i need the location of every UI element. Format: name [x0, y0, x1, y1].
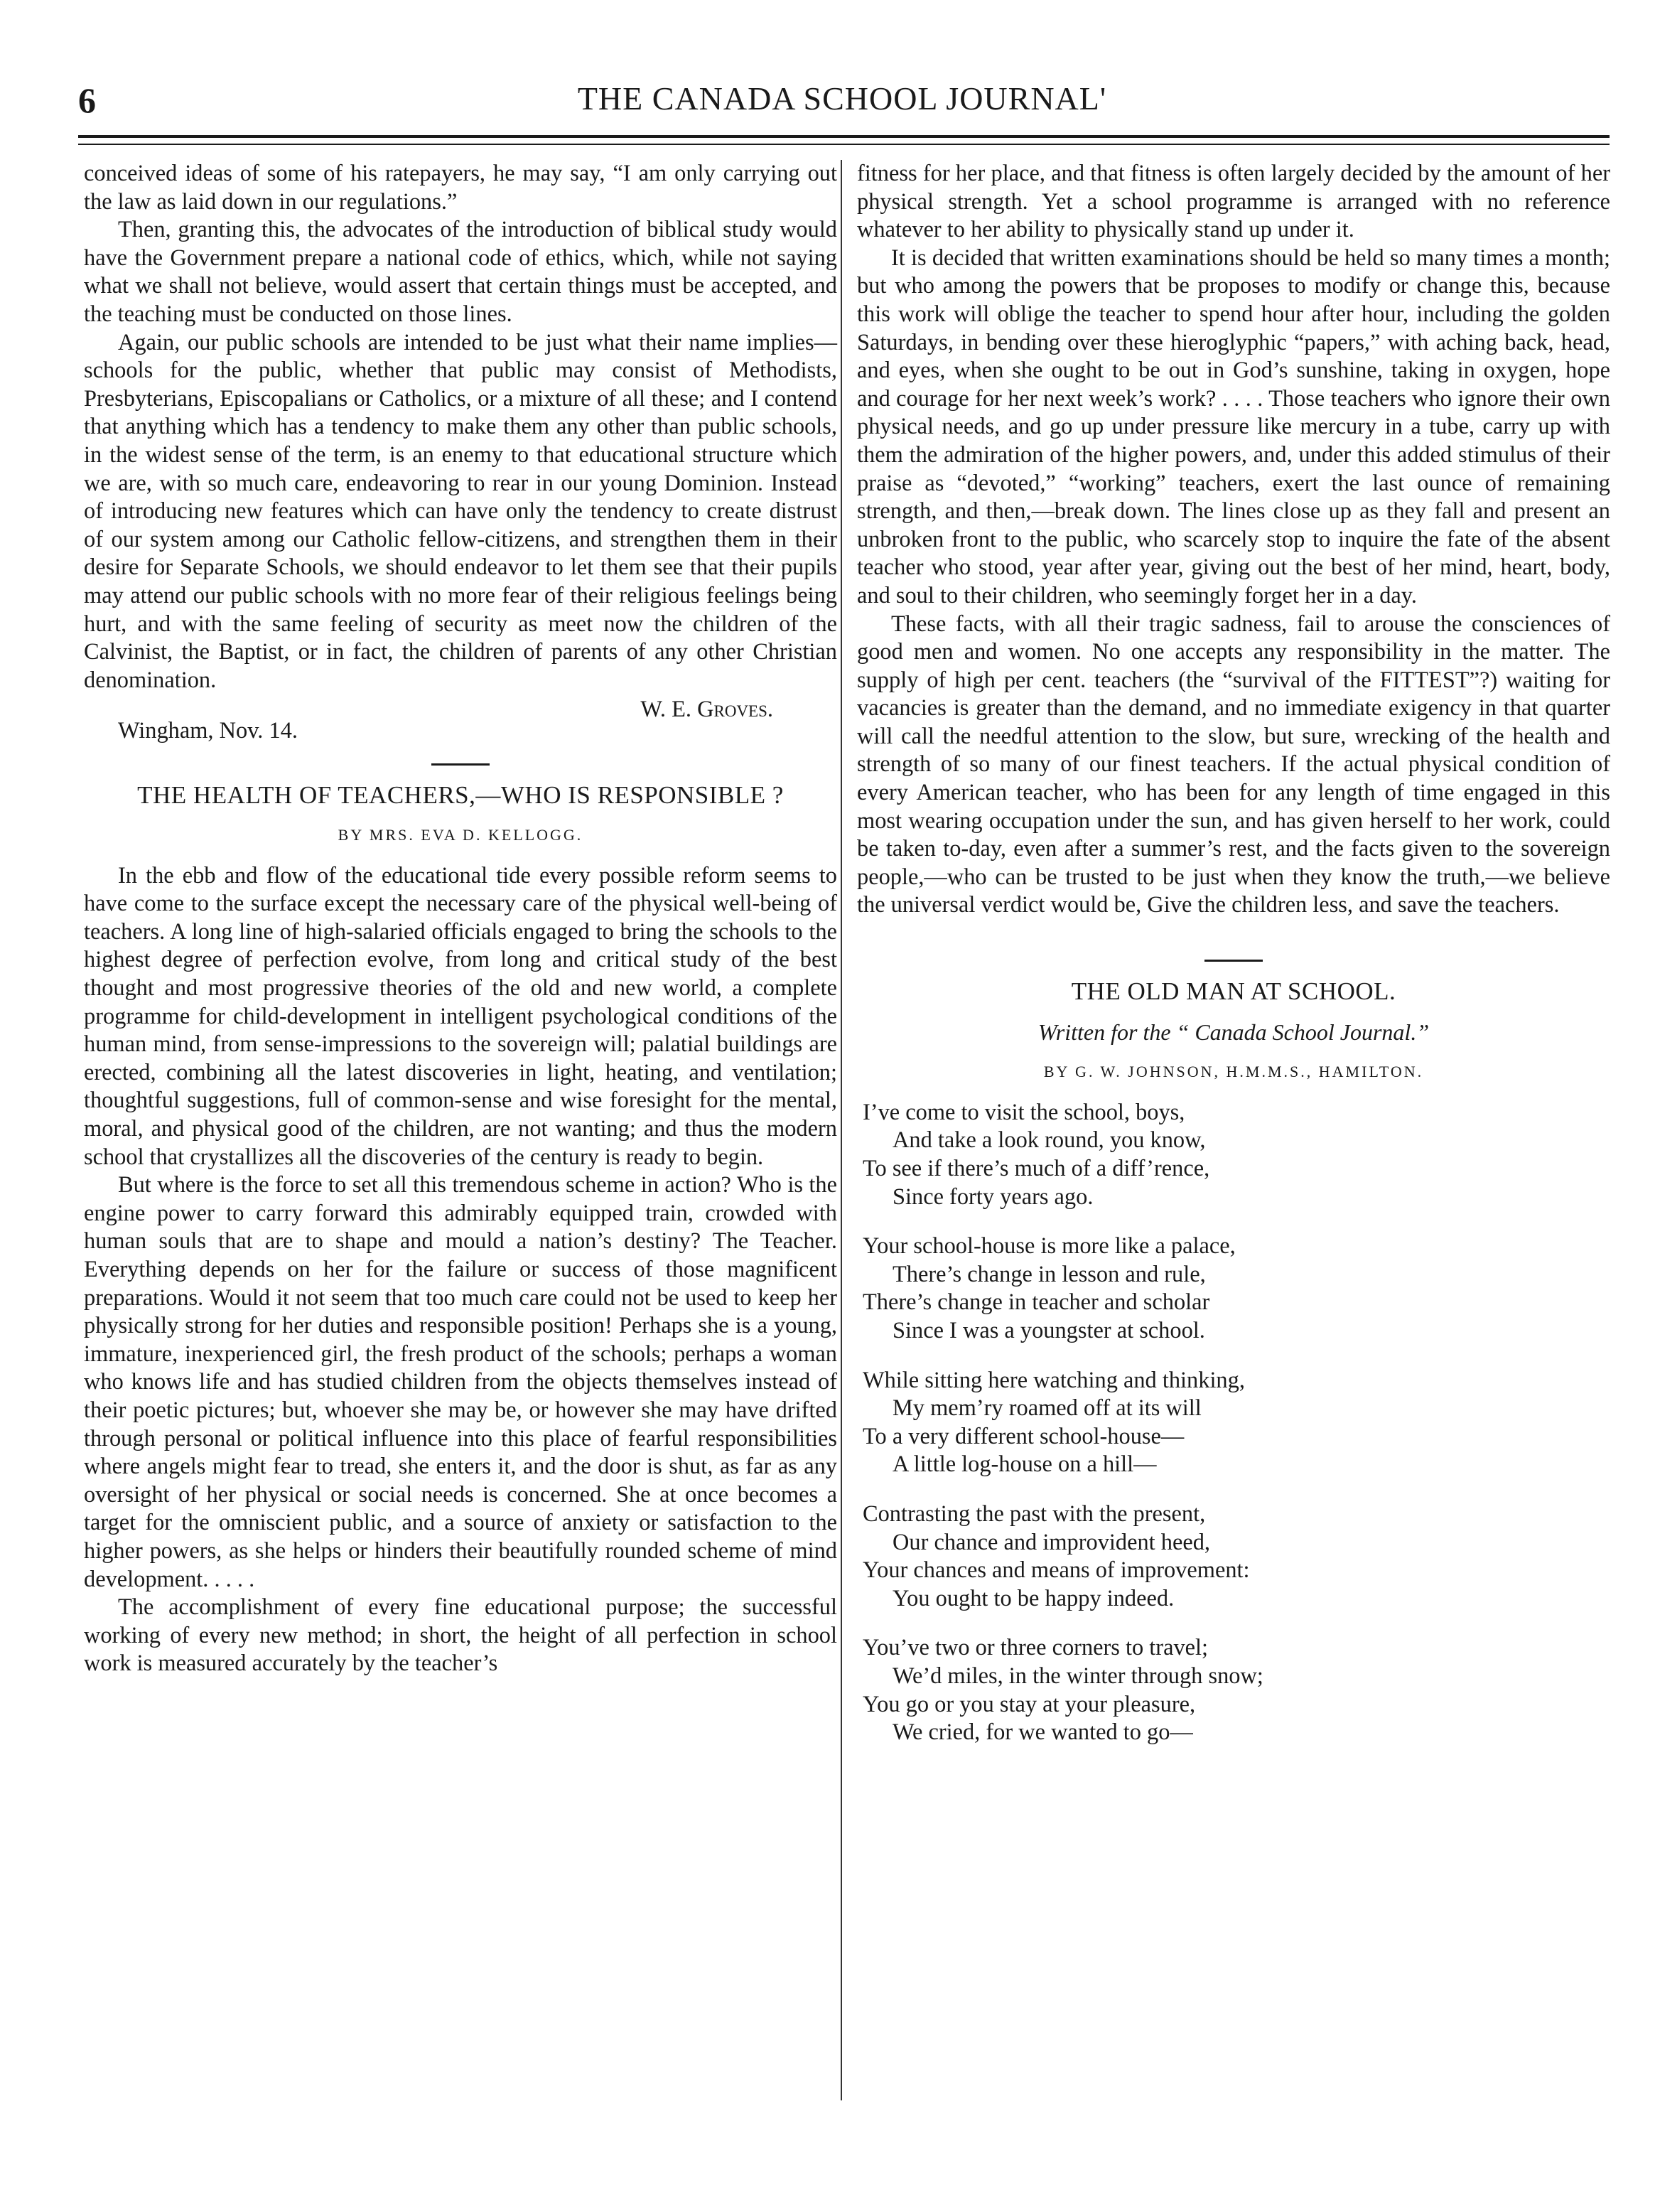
poem [857, 1099, 1610, 1747]
paragraph: conceived ideas of some of his ratepayers, he may say, “I am only carrying out the law as laid down in our regulations.” [84, 161, 837, 215]
paragraph: Again, our public schools are intended to be just what their name implies—schools for the public, whether that public may consist of Methodists, Presbyterians, Episcopalians or Catholics, or a mixture of all these; and I contend that anything which has a tendency to make them any other than public schools, in the widest sense of the term, is an enemy to that educational structure which we are, with so much care, endeavoring to rear in our young Dominion. Instead of introducing new features which can have only the tendency to create distrust of our system among our Catholic fellow-citizens, and strengthen them in their desire for Separate Schools, we should endeavor to let them see that their pupils may attend our public schools with no more fear of their religious feelings being hurt, and with the same feeling of security as meet now the children of the Calvinist, the Baptist, or in fact, the children of parents of any other Christian denomination. [84, 329, 837, 693]
poem-subtitle: Written for the “ Canada School Journal.” [1037, 1019, 1430, 1045]
poem-stanza [863, 1634, 1610, 1746]
letter-place-date: Wingham, Nov. 14. [118, 717, 298, 743]
poem-line: We cried, for we wanted to go— [893, 1719, 1193, 1746]
page-header [78, 80, 1606, 129]
poem-line: While sitting here watching and thinking, [863, 1367, 1245, 1393]
poem-line: There’s change in teacher and scholar [863, 1289, 1210, 1316]
page-number: 6 [78, 80, 96, 120]
poem-line: There’s change in lesson and rule, [893, 1261, 1206, 1287]
poem-line: Since forty years ago. [893, 1183, 1094, 1210]
poem-line: A little log-house on a hill— [893, 1451, 1157, 1478]
paragraph: These facts, with all their tragic sadness, fail to arouse the consciences of good men and women. No one accepts any responsibility in the matter. The supply of high per cent. teachers (the “survival of the FITTEST”?) waiting for vacancies is greater than the demand, and no immediate exigency in that quarter will call the needful attention to the slow, but sure, wrecking of the health and strength of so many of our finest teachers. If the actual physical condition of every American teacher, who has been for any length of time engaged in this most wearing occupation under the sun, and has given herself to her work, could be taken to-day, even after a summer’s rest, and the facts given to the sovereign people,—who can be trusted to be just when they know the truth,—we believe the universal verdict would be, Give the children less, and save the teachers. [857, 611, 1610, 918]
spacer [857, 920, 1610, 941]
poem-byline: BY G. W. JOHNSON, H.M.M.S., HAMILTON. [1043, 1063, 1424, 1081]
poem-stanza [863, 1233, 1610, 1345]
letter-signature: W. E. Groves. [640, 697, 773, 723]
poem-line: You ought to be happy indeed. [893, 1585, 1175, 1611]
poem-stanza [863, 1500, 1610, 1613]
poem-line: I’ve come to visit the school, boys, [863, 1099, 1185, 1125]
poem-line: Contrasting the past with the present, [863, 1500, 1206, 1527]
right-column [857, 160, 1610, 1768]
paragraph: It is decided that written examinations should be held so many times a month; but who among the powers that be proposes to modify or change this, because this work will oblige the teacher to spend hour after hour, including the golden Saturdays, in bending over these hieroglyphic “papers,” with aching back, head, and eyes, when she ought to be out in God’s sunshine, taking in oxygen, hope and courage for her next week’s work? . . . . Those teachers who ignore their own physical needs, and go up under pressure like mercury in a tube, carry up with them the admiration of the higher powers, and, under this added stimulus of their praise as “devoted,” “working” teachers, exert the last ounce of remaining strength, and then,—break down. The lines close up as they fall and present an unbroken front to the public, who scarcely stop to inquire the fate of the absent teacher who stood, year after year, giving out the best of her mind, heart, body, and soul to their children, who seemingly forget her in a day. [857, 245, 1610, 608]
paragraph: fitness for her place, and that fitness is often largely decided by the amount of her physical strength. Yet a school programme is arranged with no reference whatever to her ability to physically stand up under it. [857, 161, 1610, 243]
poem-line: You’ve two or three corners to travel; [863, 1635, 1209, 1661]
poem-line: To see if there’s much of a diff’rence, [863, 1156, 1210, 1181]
poem-stanza [863, 1099, 1610, 1211]
journal-title: THE CANADA SCHOOL JOURNAL' [577, 80, 1107, 117]
poem-title: THE OLD MAN AT SCHOOL. [1071, 977, 1396, 1006]
section-divider [1204, 960, 1263, 962]
column-divider [841, 160, 842, 2100]
poem-line: To a very different school-house— [863, 1423, 1185, 1449]
paragraph: In the ebb and flow of the educational tide every possible reform seems to have come to the surface except the necessary care of the physical well-being of teachers. A long line of high-salaried officials engaged to bring the schools to the highest degree of perfection evolve, from long and critical study of the best thought and most progressive theories of the old and new world, a complete programme for child-development in intelligent psychological conditions of the human mind, from sense-impressions to the sovereign will; palatial buildings are erected, combining all the latest discoveries in light, heating, and ventilation; thoughtful suggestions, full of common-sense and wise foresight for the mental, moral, and physical good of the children, are not wanting; and thus the modern school that crystallizes all the discoveries of the century is ready to begin. [84, 862, 837, 1170]
article-title: THE HEALTH OF TEACHERS,—WHO IS RESPONSIBLE ? [137, 781, 784, 810]
article-byline: BY MRS. EVA D. KELLOGG. [338, 826, 583, 844]
poem-line: My mem’ry roamed off at its will [893, 1395, 1202, 1422]
header-rule-thick [78, 135, 1610, 138]
poem-line: You go or you stay at your pleasure, [863, 1691, 1196, 1717]
paragraph: But where is the force to set all this tremendous scheme in action? Who is the engine power to carry forward this admirably equipped train, crowded with human souls that are to shape and mould a nation’s destiny? The Teacher. Everything depends on her for the failure or success of those magnificent preparations. Would it not seem that too much care could not be used to keep her physically strong for her duties and responsible position! Perhaps she is a young, immature, inexperienced girl, the fresh product of the schools; perhaps a woman who knows life and has studied children from the objects themselves instead of their poetic pictures; but, whoever she may be, or however she may have drifted through personal or political influence into this place of fearful responsibilities where angels might fear to tread, she enters it, and the door is shut, as far as any oversight of her physical or social needs is concerned. She at once becomes a target for the omniscient public, and a source of anxiety or satisfaction to the higher powers, as she helps or hinders their beautifully rounded scheme of mind development. . . . . [84, 1172, 837, 1592]
paragraph: The accomplishment of every fine educational purpose; the successful working of every new method; in short, the height of all perfection in school work is measured accurately by the teacher’s [84, 1594, 837, 1677]
poem-stanza [863, 1367, 1610, 1479]
poem-line: Since I was a youngster at school. [893, 1317, 1205, 1343]
poem-line: Your school-house is more like a palace, [863, 1233, 1236, 1260]
paragraph: Then, granting this, the advocates of the introduction of biblical study would have the Government prepare a national code of ethics, which, while not saying what we shall not believe, would assert that certain things must be accepted, and the teaching must be conducted on those lines. [84, 217, 837, 327]
poem-line: Our chance and improvident heed, [893, 1529, 1211, 1555]
poem-line: And take a look round, you know, [893, 1127, 1206, 1154]
header-rule-thin [78, 144, 1610, 145]
poem-line: We’d miles, in the winter through snow; [893, 1663, 1263, 1689]
section-divider [431, 763, 490, 766]
poem-line: Your chances and means of improvement: [863, 1557, 1250, 1584]
left-column [84, 160, 837, 1678]
